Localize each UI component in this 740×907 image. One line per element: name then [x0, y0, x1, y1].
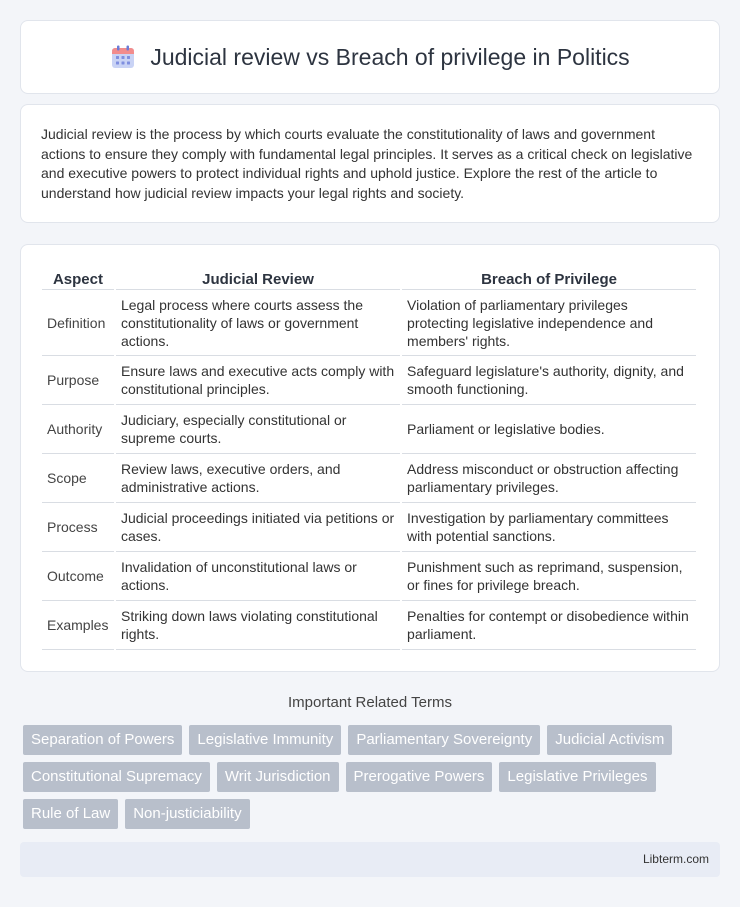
- table-row: [42, 454, 696, 503]
- row-judicial-review: Review laws, executive orders, and administrative actions.: [116, 454, 400, 503]
- row-breach-of-privilege: Parliament or legislative bodies.: [402, 405, 696, 454]
- comparison-table-card: [20, 244, 720, 672]
- tag-legislative-immunity[interactable]: Legislative Immunity: [189, 725, 341, 755]
- footer-brand[interactable]: Libterm.com: [642, 852, 709, 866]
- table-row: [42, 503, 696, 552]
- table-header-row: [42, 265, 696, 290]
- page-title: Judicial review vs Breach of privilege in Politics: [150, 43, 630, 70]
- row-aspect: Outcome: [42, 552, 114, 601]
- related-terms: [23, 725, 723, 836]
- table-row: [42, 552, 696, 601]
- row-aspect: Definition: [42, 290, 114, 356]
- row-judicial-review: Judicial proceedings initiated via petitions or cases.: [116, 503, 400, 552]
- row-aspect: Process: [42, 503, 114, 552]
- tag-legislative-privileges[interactable]: Legislative Privileges: [499, 762, 655, 792]
- row-judicial-review: Judiciary, especially constitutional or supreme courts.: [116, 405, 400, 454]
- row-aspect: Authority: [42, 405, 114, 454]
- tag-row: [23, 725, 723, 755]
- tag-separation-of-powers[interactable]: Separation of Powers: [23, 725, 182, 755]
- table-row: [42, 356, 696, 405]
- row-breach-of-privilege: Investigation by parliamentary committees with potential sanctions.: [402, 503, 696, 552]
- tag-rule-of-law[interactable]: Rule of Law: [23, 799, 118, 829]
- tag-parliamentary-sovereignty[interactable]: Parliamentary Sovereignty: [348, 725, 540, 755]
- row-breach-of-privilege: Address misconduct or obstruction affecting parliamentary privileges.: [402, 454, 696, 503]
- intro-card: [20, 104, 720, 223]
- row-aspect: Purpose: [42, 356, 114, 405]
- table-row: [42, 405, 696, 454]
- intro-text: Judicial review is the process by which courts evaluate the constitutionality of laws and government actions to ensure they comply with fundamental legal principles. It serves as a critical check on legislative and executive powers to protect individual rights and uphold justice. Explore the rest of the article to understand how judicial review impacts your legal rights and society.: [41, 126, 693, 201]
- tag-prerogative-powers[interactable]: Prerogative Powers: [346, 762, 493, 792]
- tag-judicial-activism[interactable]: Judicial Activism: [547, 725, 672, 755]
- table-row: [42, 290, 696, 356]
- tag-row: [23, 762, 723, 792]
- header-breach-of-privilege: Breach of Privilege: [402, 265, 696, 290]
- row-judicial-review: Invalidation of unconstitutional laws or actions.: [116, 552, 400, 601]
- footer: [20, 842, 720, 877]
- comparison-table: [40, 265, 698, 650]
- row-judicial-review: Legal process where courts assess the constitutionality of laws or government actions.: [116, 290, 400, 356]
- tag-writ-jurisdiction[interactable]: Writ Jurisdiction: [217, 762, 339, 792]
- tag-constitutional-supremacy[interactable]: Constitutional Supremacy: [23, 762, 210, 792]
- row-breach-of-privilege: Safeguard legislature's authority, dignity, and smooth functioning.: [402, 356, 696, 405]
- table-row: [42, 601, 696, 650]
- header-aspect: Aspect: [42, 265, 114, 290]
- tag-row: [23, 799, 723, 829]
- row-judicial-review: Striking down laws violating constitutional rights.: [116, 601, 400, 650]
- row-breach-of-privilege: Penalties for contempt or disobedience within parliament.: [402, 601, 696, 650]
- title-card: [20, 20, 720, 94]
- tag-non-justiciability[interactable]: Non-justiciability: [125, 799, 249, 829]
- calendar-icon: [110, 44, 136, 70]
- row-breach-of-privilege: Punishment such as reprimand, suspension, or fines for privilege breach.: [402, 552, 696, 601]
- header-judicial-review: Judicial Review: [116, 265, 400, 290]
- row-aspect: Scope: [42, 454, 114, 503]
- row-judicial-review: Ensure laws and executive acts comply with constitutional principles.: [116, 356, 400, 405]
- row-breach-of-privilege: Violation of parliamentary privileges protecting legislative independence and members' rights.: [402, 290, 696, 356]
- related-terms-title: Important Related Terms: [288, 694, 452, 711]
- row-aspect: Examples: [42, 601, 114, 650]
